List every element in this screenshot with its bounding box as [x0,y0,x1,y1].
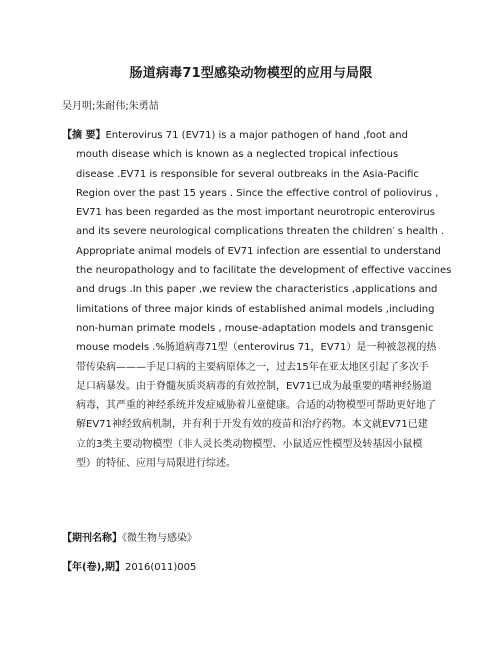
abstract-line-13: 足口病暴发。由于脊髓灰质炎病毒的有效控制，EV71已成为最重要的嗜神经肠道 [76,380,432,392]
journal-value: 《微生物与感染》 [122,533,197,544]
abstract-line-2: disease .EV71 is responsible for several outbreaks in the Asia-Pacific [76,168,419,180]
abstract-label: 【摘 要】 [62,130,106,141]
abstract-line-6: Appropriate animal models of EV71 infection are essential to understand [76,245,441,257]
abstract-line-4: EV71 has been regarded as the most important neurotropic enterovirus [76,207,435,219]
journal-label: 【期刊名称】 [62,533,122,544]
abstract-line-17: 型）的特征、应用与局限进行综述。 [76,458,236,470]
abstract-line-0: 【摘 要】Enterovirus 71 (EV71) is a major pathogen of hand ,foot and [62,130,408,141]
year-issue-label: 【年(卷),期】 [62,562,125,573]
year-issue [62,558,196,573]
abstract-block [62,126,452,473]
abstract-line-5: and its severe neurological complications threaten the children′ s health . [76,226,445,238]
abstract-line-8: and drugs .In this paper ,we review the characteristics ,applications and [76,284,438,296]
abstract-line-16: 立的3类主要动物模型（非人灵长类动物模型、小鼠适应性模型及转基因小鼠模 [76,438,423,450]
paper-title: 肠道病毒71型感染动物模型的应用与局限 [129,66,373,81]
journal-name [62,529,197,544]
abstract-line-10: non-human primate models , mouse-adaptation models and transgenic [76,322,434,334]
abstract-line-1: mouth disease which is known as a neglected tropical infectious [76,149,399,161]
year-issue-value: 2016(011)005 [124,562,197,573]
abstract-line-11: mouse models .%肠道病毒71型（enterovirus 71，EV71）是一种被忽视的热 [76,342,437,354]
abstract-line-9: limitations of three major kinds of established animal models ,including [76,303,435,315]
abstract-line-3: Region over the past 15 years . Since the effective control of poliovirus , [76,187,439,199]
paper-authors: 吴月明;朱耐伟;朱勇喆 [62,101,159,112]
abstract-line-14: 病毒，其严重的神经系统并发症威胁着儿童健康。合适的动物模型可帮助更好地了 [76,400,436,412]
abstract-line-15: 解EV71神经致病机制，并有利于开发有效的疫苗和治疗药物。本文就EV71已建 [76,419,428,431]
abstract-line-7: the neuropathology and to facilitate the development of effective vaccines [76,265,452,277]
abstract-line-12: 带传染病———手足口病的主要病原体之一，过去15年在亚太地区引起了多次手 [76,361,429,373]
